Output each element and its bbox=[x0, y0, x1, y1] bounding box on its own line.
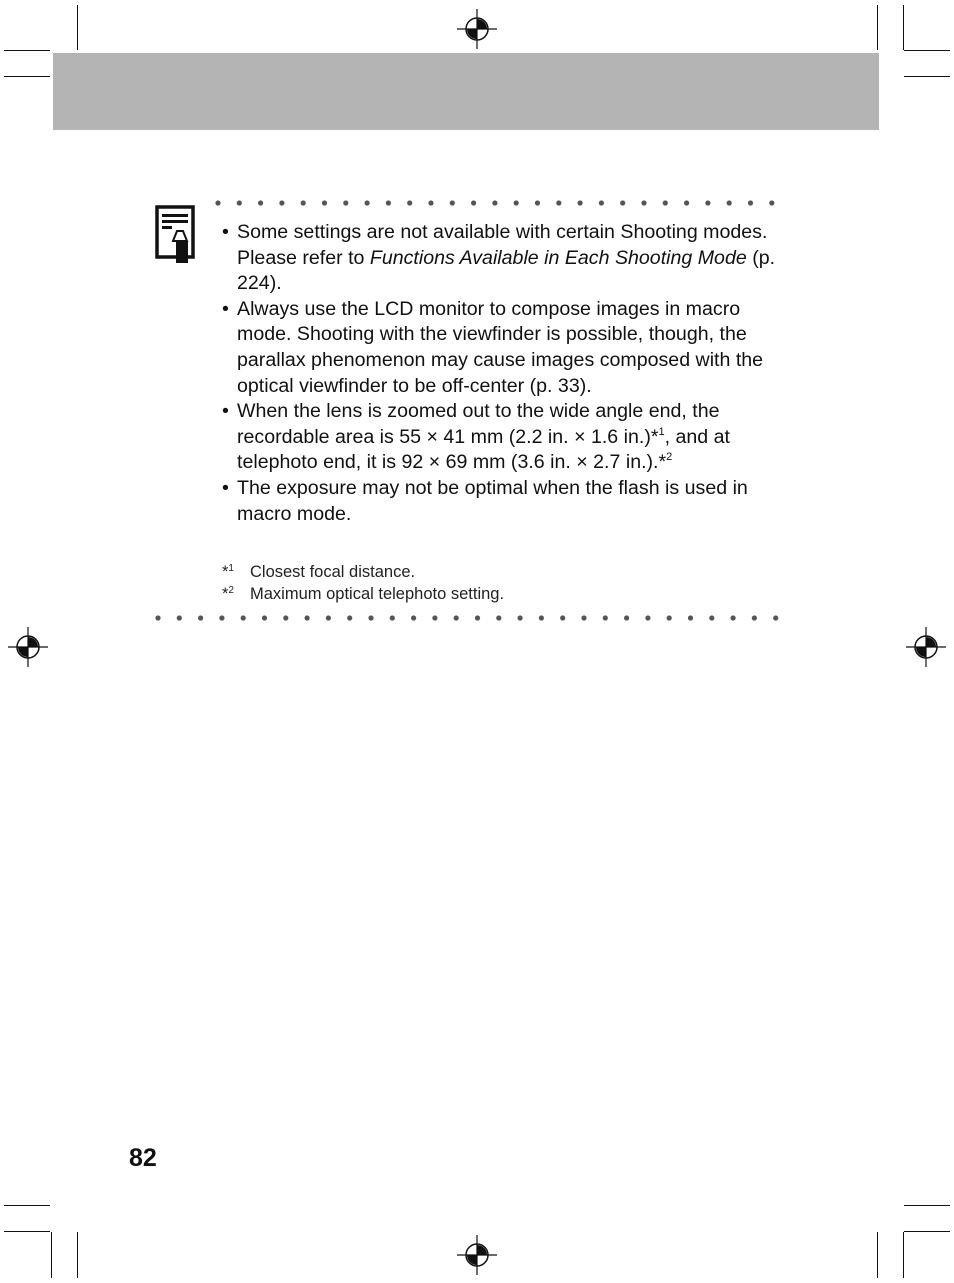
crop-mark bbox=[4, 50, 50, 51]
crop-mark bbox=[904, 50, 950, 51]
crop-mark bbox=[904, 76, 950, 77]
registration-mark-left bbox=[8, 627, 48, 667]
note-item: • Some settings are not available with certain Shooting modes. Please refer to Functions Available in Each Shooting Mode (p. 224). bbox=[222, 220, 794, 297]
note-item: • When the lens is zoomed out to the wide angle end, the recordable area is 55 × 41 mm (2.2 in. × 1.6 in.)*$^1$, and at telephoto end, it is 92 × 69 mm (3.6 in. × 2.7 in.).*$^2$ bbox=[222, 399, 794, 476]
crop-mark bbox=[4, 1205, 50, 1206]
crop-mark bbox=[77, 1232, 78, 1278]
footnote: *$^2$ Maximum optical telephoto setting. bbox=[222, 585, 505, 603]
crop-mark bbox=[877, 1232, 878, 1278]
crop-mark bbox=[4, 76, 50, 77]
note-item: • Always use the LCD monitor to compose images in macro mode. Shooting with the viewfinder is possible, though, the parallax phenomenon may cause images composed with the optical viewfinder to be off-center (p. 33). bbox=[222, 297, 794, 399]
registration-mark-top bbox=[457, 9, 497, 49]
crop-mark bbox=[904, 1205, 950, 1206]
registration-mark-right bbox=[906, 627, 946, 667]
footnote: *$^1$ Closest focal distance. bbox=[222, 563, 416, 581]
dotted-divider-bottom bbox=[154, 614, 788, 622]
crop-mark bbox=[877, 5, 878, 50]
notes-block bbox=[222, 220, 794, 527]
crop-mark bbox=[4, 1231, 50, 1232]
crop-mark bbox=[77, 5, 78, 50]
page-number: 82 bbox=[129, 1144, 157, 1172]
crop-mark bbox=[51, 1232, 52, 1278]
dotted-divider-top bbox=[214, 199, 788, 207]
registration-mark-bottom bbox=[457, 1235, 497, 1275]
crop-mark bbox=[903, 5, 904, 50]
footnotes bbox=[222, 561, 504, 605]
crop-mark bbox=[903, 1232, 904, 1278]
header-band bbox=[53, 53, 879, 130]
memo-pencil-icon bbox=[155, 205, 197, 263]
note-item: • The exposure may not be optimal when the flash is used in macro mode. bbox=[222, 476, 794, 527]
crop-mark bbox=[904, 1231, 950, 1232]
